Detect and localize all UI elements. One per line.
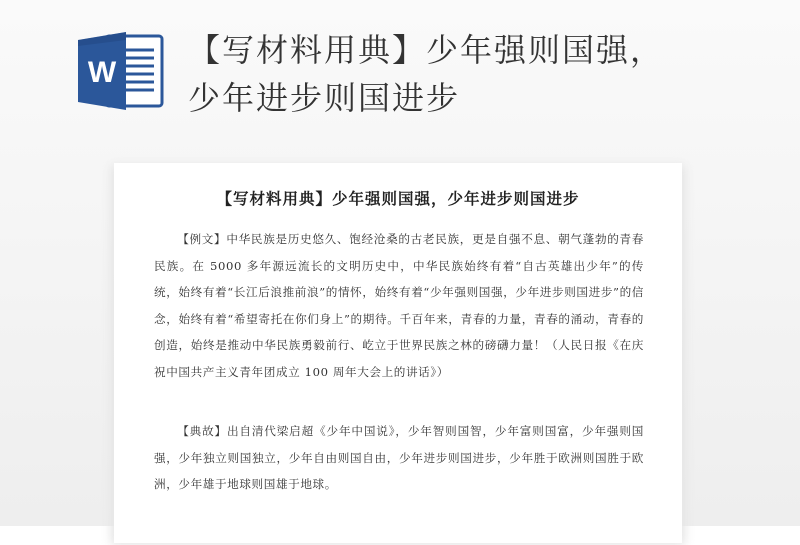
header-title-line-2: 少年进步则国进步 — [188, 79, 461, 117]
paragraph-example — [154, 226, 644, 385]
paragraph-tag: 【例文】 — [177, 232, 227, 246]
paragraph-allusion — [154, 418, 644, 498]
paragraph-text: 出自清代梁启超《少年中国说》，少年智则国智，少年富则国富，少年强则国强，少年独立则国独立，少年自由则国自由，少年进步则国进步，少年胜于欧洲则国胜于欧洲，少年雄于地球则国雄于地球。 — [154, 424, 644, 491]
header-title-line-1: 【写材料用典】少年强则国强， — [188, 31, 665, 69]
paragraph-text: 中华民族是历史悠久、饱经沧桑的古老民族，更是自强不息、朝气蓬勃的青春民族。在 5000 多年源远流长的文明历史中，中华民族始终有着“自古英雄出少年”的传统，始终有着“长江后浪推前浪”的情怀，始终有着“少年强则国强，少年进步则国进步”的信念，始终有着“希望寄托在你们身上”的期待。千百年来，青春的力量，青春的涌动，青春的创造，始终是推动中华民族勇毅前行、屹立于世界民族之林的磅礴力量！（人民日报《在庆祝中国共产主义青年团成立 100 周年大会上的讲话》） — [154, 232, 644, 379]
document-page — [114, 163, 682, 543]
word-icon — [76, 30, 166, 112]
paragraph-tag: 【典故】 — [177, 424, 227, 438]
document-title: 【写材料用典】少年强则国强，少年进步则国进步 — [216, 189, 580, 208]
svg-text:W: W — [87, 56, 117, 89]
document-header-title — [188, 26, 778, 122]
